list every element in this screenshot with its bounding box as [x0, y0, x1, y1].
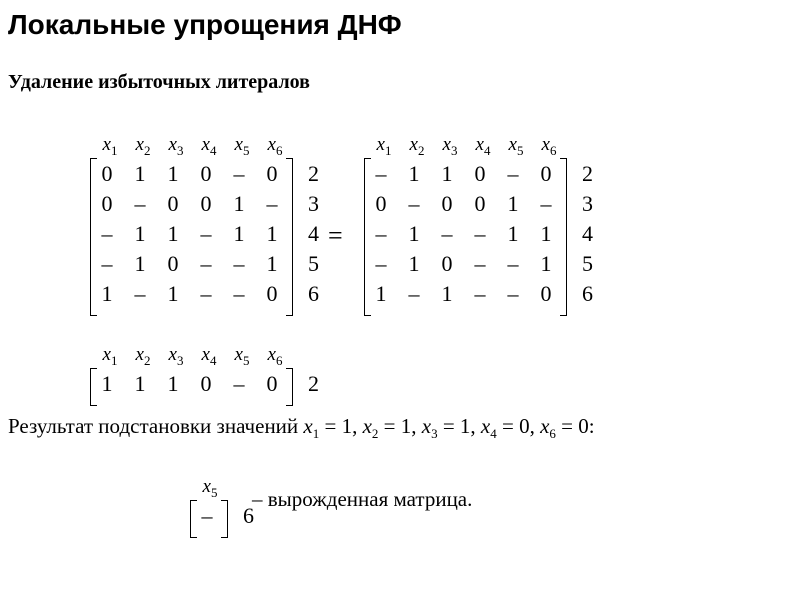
- left-cell: 1: [266, 221, 278, 246]
- left-row-label: 3: [308, 191, 319, 216]
- assignment: $x_4 = 0$,: [480, 414, 541, 442]
- degen-col-header-x5: $x_5$: [202, 476, 218, 500]
- right-row-label: 5: [582, 251, 593, 276]
- single-cell: 0: [200, 371, 212, 396]
- left-row-label: 2: [308, 161, 319, 186]
- right-cell: –: [474, 221, 486, 246]
- left-cell: –: [200, 281, 212, 306]
- assignment: $x_6 = 0$:: [540, 414, 595, 442]
- left-cell: 1: [266, 251, 278, 276]
- right-cell: 0: [540, 281, 552, 306]
- left-cell: –: [101, 251, 113, 276]
- right-row-label: 2: [582, 161, 593, 186]
- left-cell: –: [233, 161, 245, 186]
- left-col-header-x4: $x_4$: [201, 134, 217, 158]
- right-right-bracket: [560, 158, 567, 316]
- left-row-label: 4: [308, 221, 319, 246]
- left-cell: –: [266, 191, 278, 216]
- assignment: $x_2 = 1$,: [362, 414, 422, 442]
- left-row-label: 5: [308, 251, 319, 276]
- right-cell: –: [507, 281, 519, 306]
- left-cell: –: [200, 221, 212, 246]
- right-cell: 1: [408, 251, 420, 276]
- degen-right-bracket: [221, 500, 228, 538]
- left-cell: 1: [167, 281, 179, 306]
- left-col-header-x2: $x_2$: [135, 134, 151, 158]
- left-cell: 1: [233, 221, 245, 246]
- degen-row-label: 6: [243, 503, 254, 528]
- right-cell: –: [375, 251, 387, 276]
- right-col-header-x3: $x_3$: [442, 134, 458, 158]
- single-cell: 1: [167, 371, 179, 396]
- left-cell: 1: [134, 161, 146, 186]
- right-cell: –: [540, 191, 552, 216]
- left-cell: –: [134, 281, 146, 306]
- right-cell: –: [507, 161, 519, 186]
- right-row-label: 6: [582, 281, 593, 306]
- right-cell: 1: [441, 281, 453, 306]
- single-col-header-x3: $x_3$: [168, 344, 184, 368]
- left-cell: –: [233, 251, 245, 276]
- left-cell: 1: [233, 191, 245, 216]
- left-cell: 0: [200, 191, 212, 216]
- left-right-bracket: [286, 158, 293, 316]
- single-col-header-x1: $x_1$: [102, 344, 118, 368]
- left-left-bracket: [90, 158, 97, 316]
- right-col-header-x6: $x_6$: [541, 134, 557, 158]
- left-col-header-x5: $x_5$: [234, 134, 250, 158]
- single-col-header-x6: $x_6$: [267, 344, 283, 368]
- left-cell: 1: [167, 161, 179, 186]
- right-cell: –: [375, 161, 387, 186]
- left-col-header-x3: $x_3$: [168, 134, 184, 158]
- right-left-bracket: [364, 158, 371, 316]
- single-left-bracket: [90, 368, 97, 406]
- left-cell: 1: [134, 221, 146, 246]
- right-col-header-x2: $x_2$: [409, 134, 425, 158]
- right-cell: 1: [540, 251, 552, 276]
- left-cell: –: [233, 281, 245, 306]
- left-cell: 0: [167, 251, 179, 276]
- left-row-label: 6: [308, 281, 319, 306]
- single-cell: 1: [134, 371, 146, 396]
- section-subtitle: Удаление избыточных литералов: [8, 71, 310, 93]
- single-cell: 0: [266, 371, 278, 396]
- right-cell: 1: [408, 161, 420, 186]
- equals-sign: =: [328, 221, 343, 250]
- right-cell: –: [375, 221, 387, 246]
- left-cell: 0: [101, 161, 113, 186]
- assignment: $x_3 = 1$,: [421, 414, 481, 442]
- right-cell: 0: [441, 191, 453, 216]
- substitution-result: [8, 413, 595, 447]
- right-cell: 0: [474, 191, 486, 216]
- right-col-header-x5: $x_5$: [508, 134, 524, 158]
- left-cell: –: [101, 221, 113, 246]
- single-col-header-x4: $x_4$: [201, 344, 217, 368]
- right-cell: 0: [540, 161, 552, 186]
- assignment: $x_1 = 1$,: [303, 414, 363, 442]
- single-cell: 1: [101, 371, 113, 396]
- degen-cell: –: [201, 503, 213, 528]
- left-cell: 1: [101, 281, 113, 306]
- degen-left-bracket: [190, 500, 197, 538]
- right-cell: –: [474, 251, 486, 276]
- right-col-header-x1: $x_1$: [376, 134, 392, 158]
- right-cell: –: [474, 281, 486, 306]
- left-cell: 1: [134, 251, 146, 276]
- left-cell: 0: [167, 191, 179, 216]
- right-cell: 1: [507, 191, 519, 216]
- single-col-header-x2: $x_2$: [135, 344, 151, 368]
- right-cell: 0: [441, 251, 453, 276]
- right-cell: –: [408, 281, 420, 306]
- right-row-label: 3: [582, 191, 593, 216]
- left-cell: 0: [200, 161, 212, 186]
- right-cell: –: [408, 191, 420, 216]
- single-row-label: 2: [308, 371, 319, 396]
- single-right-bracket: [286, 368, 293, 406]
- right-col-header-x4: $x_4$: [475, 134, 491, 158]
- single-col-header-x5: $x_5$: [234, 344, 250, 368]
- right-cell: 1: [540, 221, 552, 246]
- right-row-label: 4: [582, 221, 593, 246]
- left-cell: 0: [266, 281, 278, 306]
- right-cell: 1: [507, 221, 519, 246]
- right-cell: –: [507, 251, 519, 276]
- result-prefix: Результат подстановки значений: [8, 414, 304, 438]
- right-cell: –: [441, 221, 453, 246]
- left-col-header-x1: $x_1$: [102, 134, 118, 158]
- left-cell: –: [134, 191, 146, 216]
- left-cell: 0: [266, 161, 278, 186]
- slide-title: Локальные упрощения ДНФ: [8, 9, 402, 40]
- right-cell: 1: [375, 281, 387, 306]
- right-cell: 1: [408, 221, 420, 246]
- degenerate-caption: – вырожденная матрица.: [252, 487, 473, 511]
- right-cell: 0: [474, 161, 486, 186]
- left-cell: –: [200, 251, 212, 276]
- result-assignments: [303, 414, 595, 442]
- right-cell: 0: [375, 191, 387, 216]
- left-col-header-x6: $x_6$: [267, 134, 283, 158]
- left-cell: 1: [167, 221, 179, 246]
- right-cell: 1: [441, 161, 453, 186]
- left-cell: 0: [101, 191, 113, 216]
- single-cell: –: [233, 371, 245, 396]
